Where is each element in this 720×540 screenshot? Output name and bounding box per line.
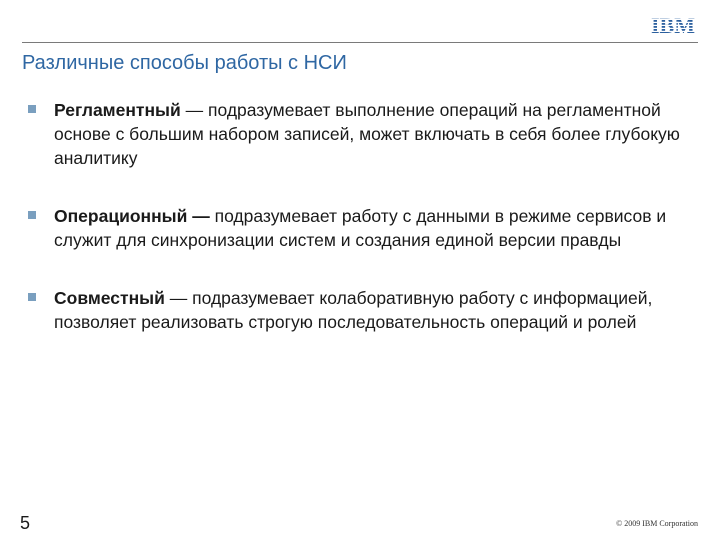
square-bullet-icon (28, 105, 36, 113)
bullet-text: подразумевает работу с данными в режиме сервисов и служит для синхронизации систем и создания единой версии правды (54, 206, 667, 250)
page-number: 5 (20, 513, 31, 533)
square-bullet-icon (28, 293, 36, 301)
slide-title: Различные способы работы с НСИ (22, 52, 347, 74)
bullet-item-operational (28, 204, 688, 252)
ibm-logo (648, 14, 698, 36)
bullet-term: Операционный — (54, 206, 210, 226)
bullet-term: Регламентный (54, 100, 181, 120)
svg-text:IBM: IBM (651, 14, 695, 36)
bullet-list (28, 98, 688, 334)
bullet-text: — подразумевает выполнение операций на регламентной основе с большим набором записей, может включать в себя более глубокую аналитику (54, 100, 680, 168)
bullet-item-regulated (28, 98, 688, 170)
bullet-text: — подразумевает колаборативную работу с информацией, позволяет реализовать строгую последовательность операций и ролей (54, 288, 653, 332)
copyright-notice: © 2009 IBM Corporation (616, 519, 698, 528)
bullet-item-collaborative (28, 286, 688, 334)
header-divider (22, 42, 698, 43)
bullet-term: Совместный (54, 288, 165, 308)
square-bullet-icon (28, 211, 36, 219)
